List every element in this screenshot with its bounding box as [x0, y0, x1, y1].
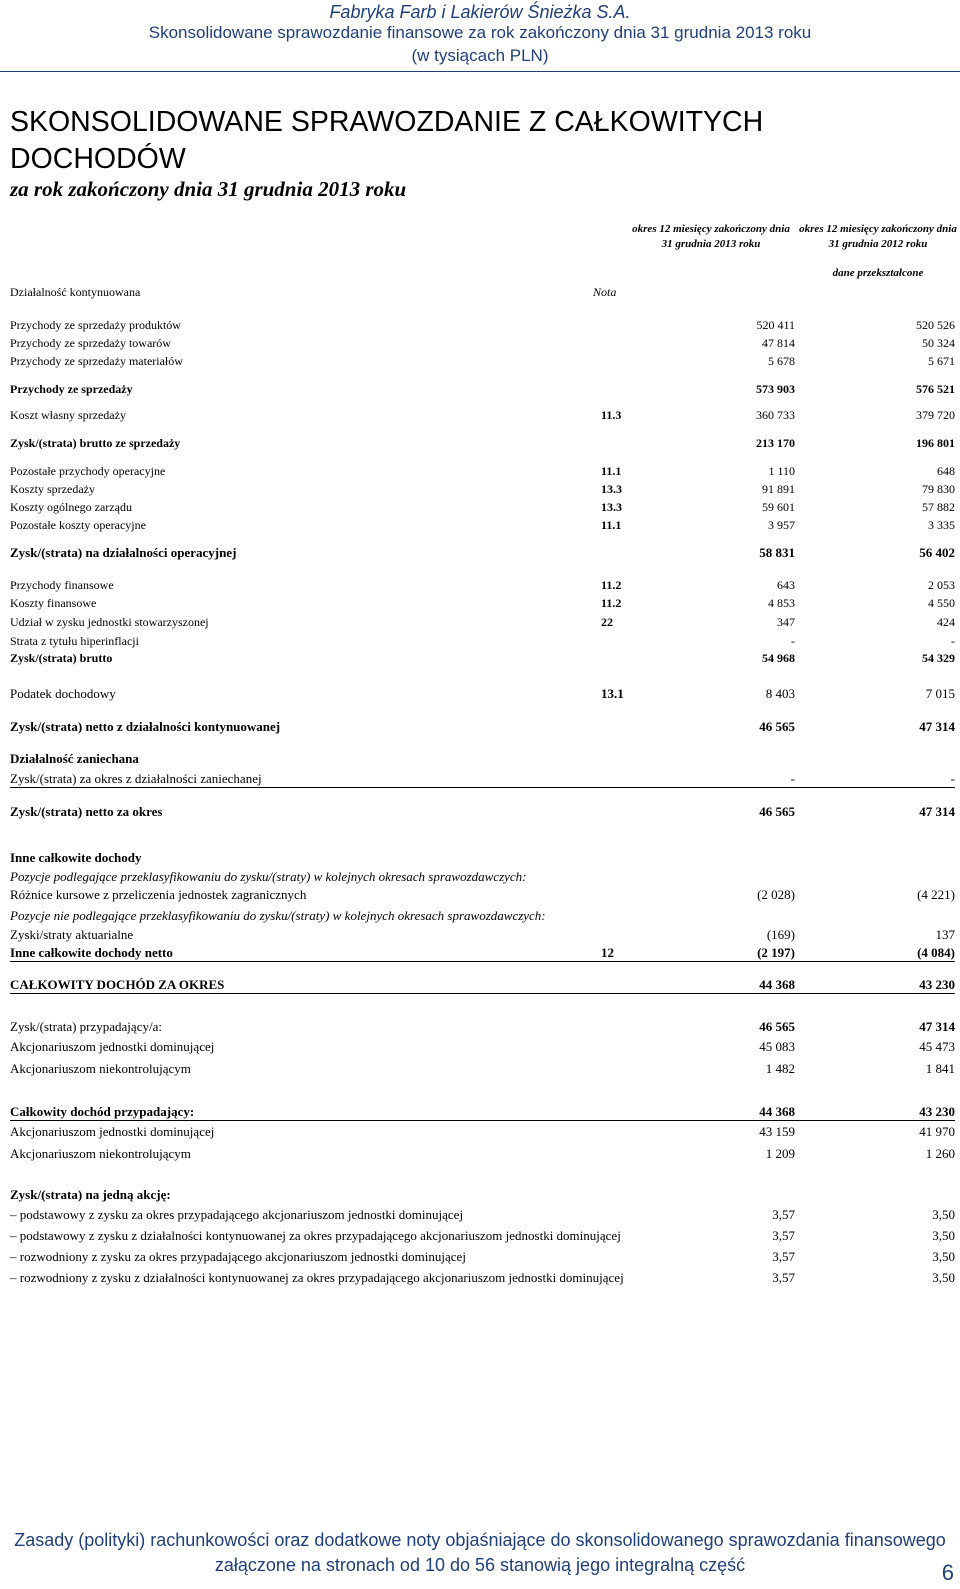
table-row — [10, 1146, 955, 1162]
row-value-2012: 1 260 — [925, 1146, 955, 1161]
row-value-2013: 347 — [777, 615, 795, 629]
row-value-2012: 43 230 — [919, 977, 955, 992]
row-value-2012: 2 053 — [928, 578, 955, 592]
row-value-2012: 4 550 — [928, 596, 955, 610]
row-nota: 13.3 — [601, 482, 622, 496]
row-value-2013: 1 482 — [765, 1061, 795, 1076]
row-value-2012: - — [950, 771, 955, 786]
row-value-2013: 44 368 — [759, 977, 795, 992]
row-value-2012: 3,50 — [932, 1228, 955, 1243]
row-label: Akcjonariuszom niekontrolującym — [10, 1061, 191, 1076]
row-value-2012: - — [951, 634, 955, 648]
row-value-2013: 46 565 — [759, 804, 795, 819]
table-row — [10, 1207, 955, 1223]
table-row — [10, 1104, 955, 1121]
row-value-2012: (4 221) — [917, 887, 955, 902]
row-value-2012: 648 — [937, 464, 955, 478]
table-row — [10, 408, 955, 424]
row-label: Pozostałe koszty operacyjne — [10, 518, 146, 532]
table-row — [10, 719, 955, 735]
row-label: Pozycje nie podlegające przeklasyfikowaniu do zysku/(straty) w kolejnych okresach sprawozdawczych: — [10, 908, 546, 923]
row-value-2012: 41 970 — [919, 1124, 955, 1139]
row-value-2012: 43 230 — [919, 1104, 955, 1119]
row-value-2012: 57 882 — [922, 500, 955, 514]
row-value-2012: 576 521 — [916, 382, 955, 396]
currency-unit: (w tysiącach PLN) — [411, 46, 549, 65]
row-nota: 11.3 — [601, 408, 622, 422]
row-label: – rozwodniony z zysku z działalności kontynuowanej za okres przypadającego akcjonariuszom jednostki dominującej — [10, 1270, 624, 1285]
table-row — [10, 751, 955, 767]
table-row — [10, 545, 955, 561]
row-nota: 12 — [601, 945, 614, 960]
column-header-nota: Nota — [593, 285, 617, 299]
row-value-2013: 3,57 — [772, 1270, 795, 1285]
row-label: Zysk/(strata) na jedną akcję: — [10, 1187, 171, 1202]
row-value-2012: 56 402 — [919, 545, 955, 560]
row-value-2013: 46 565 — [759, 1019, 795, 1034]
table-row — [10, 771, 955, 788]
row-nota: 13.3 — [601, 500, 622, 514]
row-value-2013: 59 601 — [762, 500, 795, 514]
table-row — [10, 518, 955, 534]
row-value-2013: 573 903 — [756, 382, 795, 396]
row-label: Zyski/straty aktuarialne — [10, 927, 134, 942]
row-value-2012: 47 314 — [919, 1019, 955, 1034]
row-value-2012: 79 830 — [922, 482, 955, 496]
row-value-2012: (4 084) — [917, 945, 955, 960]
row-value-2013: 8 403 — [765, 686, 795, 701]
table-row — [10, 887, 955, 903]
table-row — [10, 500, 955, 516]
row-value-2013: 3 957 — [768, 518, 795, 532]
row-value-2013: 5 678 — [768, 354, 795, 368]
row-value-2013: (2 197) — [757, 945, 795, 960]
row-label: Udział w zysku jednostki stowarzyszonej — [10, 615, 209, 629]
row-label: Podatek dochodowy — [10, 686, 116, 701]
table-row — [10, 1039, 955, 1055]
row-label: Różnice kursowe z przeliczenia jednostek zagranicznych — [10, 887, 307, 902]
row-value-2013: (169) — [766, 927, 795, 942]
row-label: Przychody ze sprzedaży — [10, 382, 133, 396]
row-value-2013: 520 411 — [756, 318, 795, 332]
row-label: Zysk/(strata) netto za okres — [10, 804, 163, 819]
row-value-2013: 91 891 — [762, 482, 795, 496]
row-label: Całkowity dochód przypadający: — [10, 1104, 195, 1119]
row-value-2012: 196 801 — [916, 436, 955, 450]
row-label: Zysk/(strata) netto z działalności kontynuowanej — [10, 719, 281, 734]
row-value-2013: - — [791, 634, 795, 648]
row-value-2013: 213 170 — [756, 436, 795, 450]
table-row — [10, 482, 955, 498]
table-row — [10, 336, 955, 352]
row-label: Pozostałe przychody operacyjne — [10, 464, 166, 478]
row-nota: 11.2 — [601, 578, 622, 592]
row-value-2013: 44 368 — [759, 1104, 795, 1119]
row-value-2013: 47 814 — [762, 336, 795, 350]
row-label: Strata z tytułu hiperinflacji — [10, 634, 139, 648]
row-value-2012: 3,50 — [932, 1249, 955, 1264]
row-label: Inne całkowite dochody — [10, 850, 142, 865]
row-label: Przychody ze sprzedaży materiałów — [10, 354, 183, 368]
table-row — [10, 1019, 955, 1035]
header-divider — [0, 71, 960, 72]
row-label: Koszty finansowe — [10, 596, 97, 610]
table-row — [10, 945, 955, 962]
row-value-2012: 1 841 — [925, 1061, 955, 1076]
row-value-2013: 4 853 — [768, 596, 795, 610]
table-row — [10, 578, 955, 594]
row-value-2012: 3,50 — [932, 1207, 955, 1222]
row-label: Koszt własny sprzedaży — [10, 408, 126, 422]
row-value-2013: 3,57 — [772, 1249, 795, 1264]
table-row — [10, 1187, 955, 1203]
table-row — [10, 1270, 955, 1286]
row-label: Zysk/(strata) brutto — [10, 651, 113, 665]
row-value-2013: 643 — [777, 578, 795, 592]
row-nota: 11.2 — [601, 596, 622, 610]
period-title: za rok zakończony dnia 31 grudnia 2013 roku — [10, 177, 407, 201]
row-value-2012: 45 473 — [919, 1039, 955, 1054]
row-label: Przychody ze sprzedaży towarów — [10, 336, 171, 350]
table-row — [10, 436, 955, 452]
row-label: Koszty sprzedaży — [10, 482, 95, 496]
row-label: – rozwodniony z zysku za okres przypadającego akcjonariuszom jednostki dominującej — [10, 1249, 466, 1264]
row-value-2012: 47 314 — [919, 804, 955, 819]
row-label: Akcjonariuszom jednostki dominującej — [10, 1124, 215, 1139]
row-nota: 11.1 — [601, 518, 622, 532]
statement-title: SKONSOLIDOWANE SPRAWOZDANIE Z CAŁKOWITYCH DOCHODÓW — [10, 106, 764, 175]
table-row — [10, 977, 955, 994]
row-nota: 11.1 — [601, 464, 622, 478]
row-value-2012: 47 314 — [919, 719, 955, 734]
row-value-2012: 424 — [937, 615, 955, 629]
footer-note-line1: Zasady (polityki) rachunkowości oraz dodatkowe noty objaśniające do skonsolidowanego sprawozdania finansowego — [14, 1530, 946, 1550]
row-value-2012: 5 671 — [928, 354, 955, 368]
table-row — [10, 354, 955, 370]
row-value-2012: 50 324 — [922, 336, 955, 350]
table-row — [10, 634, 955, 650]
row-label: Przychody finansowe — [10, 578, 114, 592]
row-value-2013: 3,57 — [772, 1228, 795, 1243]
table-row — [10, 382, 955, 398]
row-nota: 22 — [601, 615, 613, 629]
row-label: Zysk/(strata) brutto ze sprzedaży — [10, 436, 181, 450]
row-label: Zysk/(strata) na działalności operacyjnej — [10, 545, 237, 560]
column-header-2012-note: dane przekształcone — [832, 267, 924, 279]
row-label: Akcjonariuszom jednostki dominującej — [10, 1039, 215, 1054]
row-label: – podstawowy z zysku z działalności kontynuowanej za okres przypadającego akcjonariuszom jednostki dominującej — [10, 1228, 621, 1243]
page-number: 6 — [941, 1560, 954, 1585]
row-value-2013: 45 083 — [759, 1039, 795, 1054]
row-value-2013: 360 733 — [756, 408, 795, 422]
table-row — [10, 908, 955, 924]
row-label: – podstawowy z zysku za okres przypadającego akcjonariuszom jednostki dominującej — [10, 1207, 464, 1222]
row-value-2013: 46 565 — [759, 719, 795, 734]
row-value-2012: 54 329 — [922, 651, 955, 665]
table-row — [10, 318, 955, 334]
report-subtitle: Skonsolidowane sprawozdanie finansowe za rok zakończony dnia 31 grudnia 2013 roku — [148, 23, 812, 42]
row-value-2013: - — [790, 771, 795, 786]
table-row — [10, 804, 955, 820]
row-value-2013: 43 159 — [759, 1124, 795, 1139]
row-label: Koszty ogólnego zarządu — [10, 500, 132, 514]
row-value-2013: 1 209 — [765, 1146, 795, 1161]
table-row — [10, 1228, 955, 1244]
row-value-2013: (2 028) — [757, 887, 795, 902]
row-value-2013: 1 110 — [768, 464, 795, 478]
row-value-2012: 137 — [935, 927, 955, 942]
table-row — [10, 869, 955, 885]
row-label: CAŁKOWITY DOCHÓD ZA OKRES — [10, 977, 225, 992]
row-value-2013: 3,57 — [772, 1207, 795, 1222]
row-value-2013: 54 968 — [762, 651, 795, 665]
row-label: Pozycje podlegające przeklasyfikowaniu do zysku/(straty) w kolejnych okresach sprawozdawczych: — [10, 869, 527, 884]
table-row — [10, 464, 955, 480]
row-value-2012: 7 015 — [925, 686, 955, 701]
column-header-2013: okres 12 miesięcy zakończony dnia 31 grudnia 2013 roku — [632, 223, 790, 250]
row-value-2012: 3 335 — [928, 518, 955, 532]
row-label: Akcjonariuszom niekontrolującym — [10, 1146, 191, 1161]
table-row — [10, 850, 955, 866]
row-value-2013: 58 831 — [759, 545, 795, 560]
row-value-2012: 520 526 — [916, 318, 955, 332]
row-value-2012: 379 720 — [916, 408, 955, 422]
table-row — [10, 927, 955, 943]
table-row — [10, 615, 955, 631]
row-label: Przychody ze sprzedaży produktów — [10, 318, 181, 332]
table-row — [10, 686, 955, 702]
section-continued-operations: Działalność kontynuowana — [10, 285, 141, 299]
company-name: Fabryka Farb i Lakierów Śnieżka S.A. — [329, 2, 631, 22]
table-row — [10, 1061, 955, 1077]
row-nota: 13.1 — [601, 686, 624, 701]
table-row — [10, 1124, 955, 1140]
footer-note-line2: załączone na stronach od 10 do 56 stanowią jego integralną część — [214, 1555, 746, 1575]
table-row — [10, 1249, 955, 1265]
table-row — [10, 596, 955, 612]
row-label: Zysk/(strata) przypadający/a: — [10, 1019, 162, 1034]
column-header-2012: okres 12 miesięcy zakończony dnia 31 grudnia 2012 roku — [799, 223, 957, 250]
row-label: Inne całkowite dochody netto — [10, 945, 173, 960]
row-label: Działalność zaniechana — [10, 751, 139, 766]
row-label: Zysk/(strata) za okres z działalności zaniechanej — [10, 771, 262, 786]
table-row — [10, 651, 955, 667]
row-value-2012: 3,50 — [932, 1270, 955, 1285]
